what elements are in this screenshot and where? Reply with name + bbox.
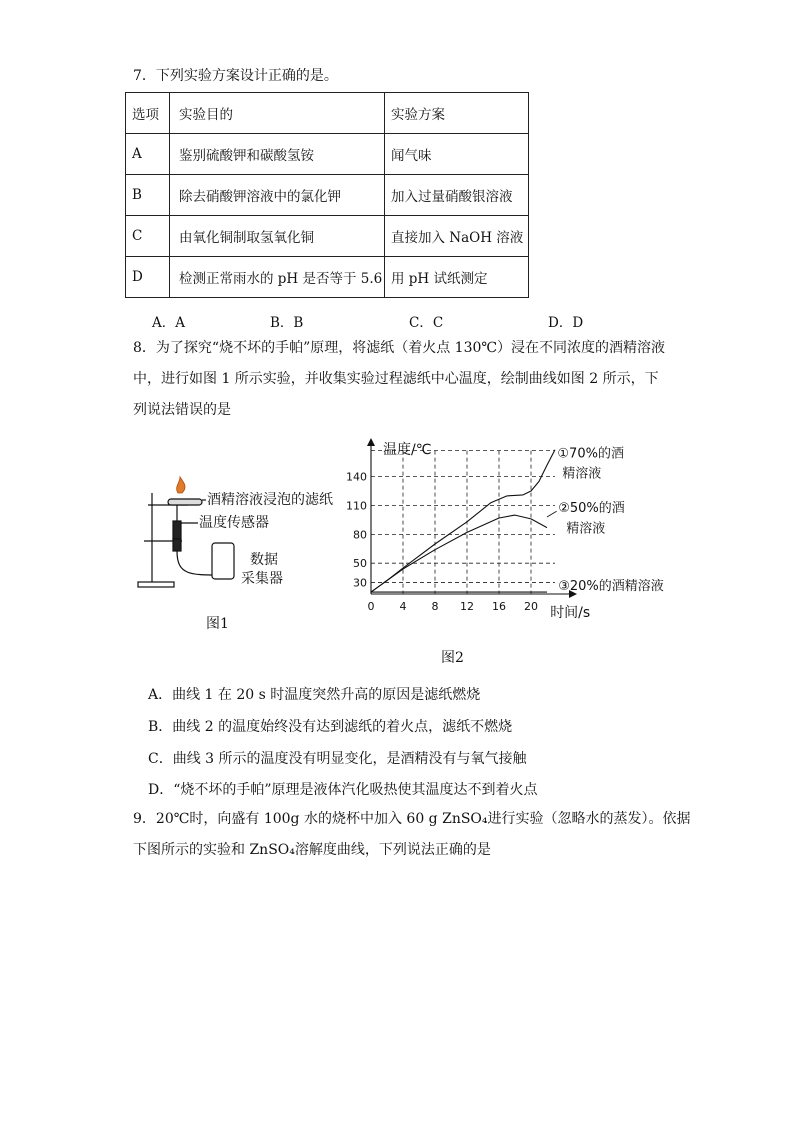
table-cell: 闻气味 [385,134,529,175]
table-row [126,216,529,257]
question-8-stem [133,333,665,426]
table-cell: D [126,257,170,298]
x-axis-label: 时间/s [550,605,591,621]
table-cell: C [126,216,170,257]
label-filter-paper: 酒精溶液浸泡的滤纸 [207,492,333,508]
y-tick-label: 140 [346,470,367,484]
y-tick-label: 110 [346,499,367,513]
question-9-stem [133,804,691,866]
choice-d[interactable]: D．D [548,315,584,331]
table-row [126,257,529,298]
table-cell: B [126,175,170,216]
table-cell: 除去硝酸钾溶液中的氯化钾 [170,175,385,216]
table-cell: 由氧化铜制取氢氧化铜 [170,216,385,257]
series-label: 精溶液 [562,466,602,482]
figure-2-chart [335,432,664,637]
filter-paper-holder [168,499,202,505]
series-label: ②50%的酒 [558,501,625,517]
option-c[interactable]: C．曲线 3 所示的温度没有明显变化，是酒精没有与氧气接触 [148,751,527,767]
table-cell: 检测正常雨水的 pH 是否等于 5.6 [170,257,385,298]
series-label: ①70%的酒 [557,446,624,462]
x-tick-label: 16 [492,600,506,613]
x-tick-label: 12 [460,600,474,613]
table-cell: 鉴别硫酸钾和碳酸氢铵 [170,134,385,175]
series-line [371,450,555,592]
table-header-row [126,93,529,134]
stand-base [138,582,174,587]
choice-c[interactable]: C．C [409,315,444,331]
stem-line: 8．为了探究“烧不坏的手帕”原理，将滤纸（着火点 130℃）浸在不同浓度的酒精溶液 [133,340,666,356]
table-header: 实验方案 [385,93,529,134]
y-axis-label: 温度/℃ [383,442,432,458]
figure-1-caption: 图1 [206,616,229,632]
label-data-collector: 数据 [250,552,278,568]
table-cell: 加入过量硝酸银溶液 [385,175,529,216]
choice-a[interactable]: A．A [152,315,185,331]
figure-2-caption: 图2 [441,650,464,666]
temperature-sensor [173,521,181,539]
table-cell: 直接加入 NaOH 溶液 [385,216,529,257]
y-tick-label: 80 [353,528,367,542]
choice-b[interactable]: B．B [270,315,304,331]
option-b[interactable]: B．曲线 2 的温度始终没有达到滤纸的着火点，滤纸不燃烧 [148,719,513,735]
x-tick-label: 4 [399,600,407,613]
series-line [371,515,547,592]
x-tick-label: 20 [524,600,538,613]
table-row [126,175,529,216]
stem-line: 下图所示的实验和 ZnSO₄溶解度曲线，下列说法正确的是 [133,842,491,858]
table-cell: A [126,134,170,175]
stem-line: 中，进行如图 1 所示实验，并收集实验过程滤纸中心温度，绘制曲线如图 2 所示，下 [133,371,659,387]
y-axis-arrow [367,438,375,446]
question-7-stem: 7．下列实验方案设计正确的是。 [133,68,338,84]
series-leader [547,511,557,517]
series-label: 精溶液 [566,521,606,537]
label-temperature-sensor: 温度传感器 [199,515,269,531]
option-a[interactable]: A．曲线 1 在 20 s 时温度突然升高的原因是滤纸燃烧 [148,687,481,703]
sensor-clamp [173,539,181,551]
x-tick-label: 0 [367,600,375,613]
option-d[interactable]: D．“烧不坏的手帕”原理是液体汽化吸热使其温度达不到着火点 [148,782,538,798]
table-header: 实验目的 [170,93,385,134]
table-row [126,134,529,175]
y-tick-label: 50 [353,557,367,571]
series-label: ③20%的酒精溶液 [558,579,664,595]
experiment-table [125,92,529,298]
stem-line: 9．20℃时，向盛有 100g 水的烧杯中加入 60 g ZnSO₄进行实验（忽略水的蒸发）。依据 [133,811,691,827]
y-tick-label: 30 [353,576,367,590]
stem-line: 列说法错误的是 [133,402,231,418]
table-header: 选项 [126,93,170,134]
table-cell: 用 pH 试纸测定 [385,257,529,298]
x-tick-label: 8 [431,600,439,613]
flame-icon [177,477,185,493]
data-collector [212,543,234,579]
label-data-collector: 采集器 [241,571,283,587]
